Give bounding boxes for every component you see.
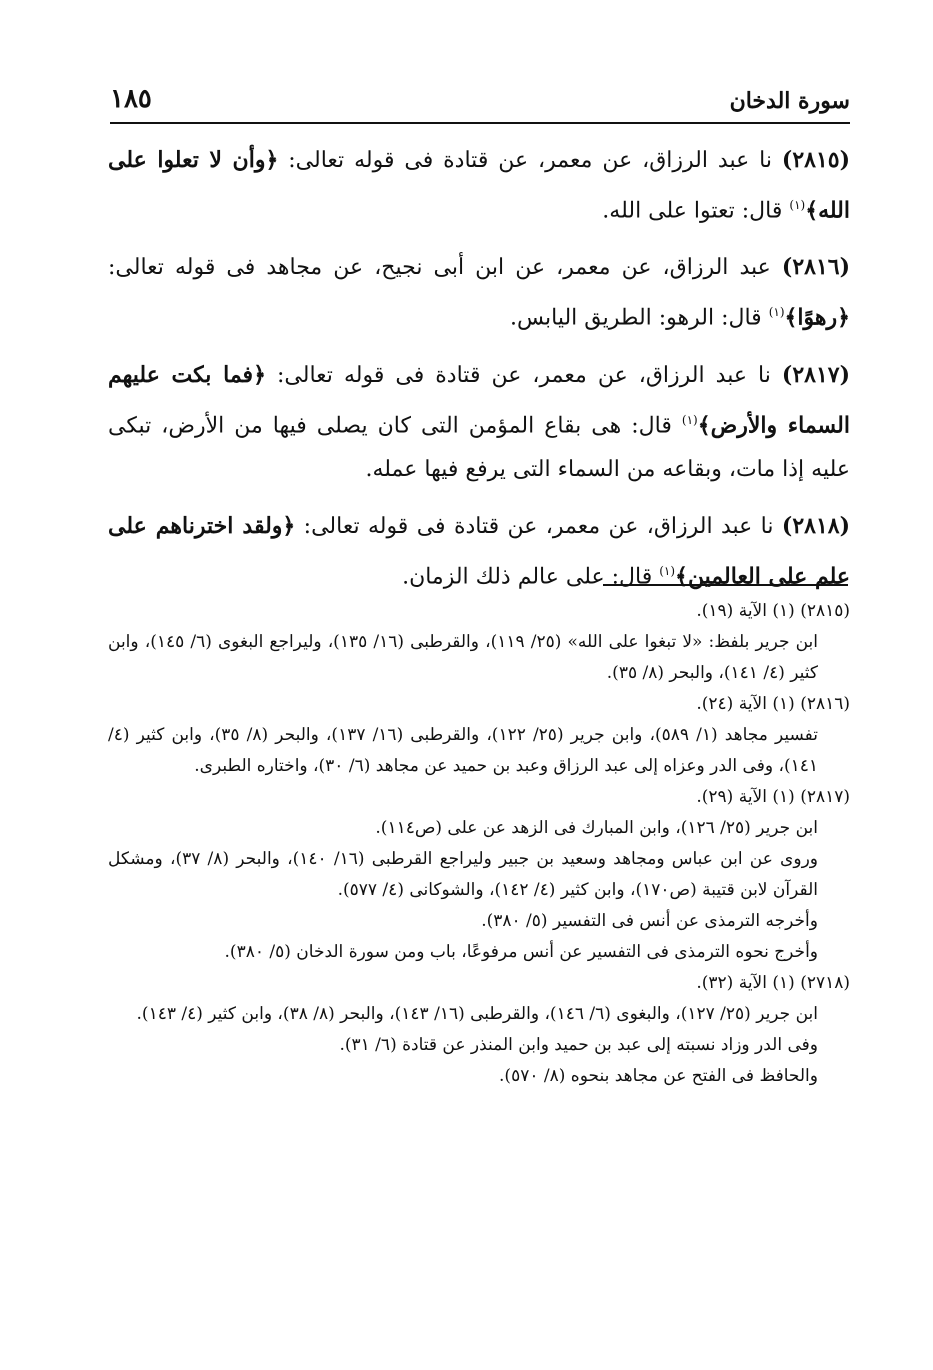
main-text <box>108 138 850 611</box>
footnote-text: ابن جرير (٢٥/ ١٢٧)، والبغوى (٦/ ١٤٦)، والقرطبى (١٦/ ١٤٣)، والبحر (٨/ ٣٨)، وابن كثير (٤/ ١٤٣). <box>136 1004 818 1024</box>
surah-title: سورة الدخان <box>729 88 850 114</box>
quran-verse: ﴿ولقد اخترناهم على علم على العالمين﴾ <box>108 512 850 590</box>
footnote-text: وأخرج نحوه الترمذى فى التفسير عن أنس مرفوعًا، باب ومن سورة الدخان (٥/ ٣٨٠). <box>224 942 818 962</box>
footnote-text: والحافظ فى الفتح عن مجاهد بنحوه (٨/ ٥٧٠). <box>499 1066 818 1086</box>
footnote-text: وفى الدر وزاد نسبته إلى عبد بن حميد وابن المنذر عن قتادة (٦/ ٣١). <box>339 1035 818 1055</box>
footnote-text: ابن جرير (٢٥/ ١٢٦)، وابن المبارك فى الزهد عن على (ص١١٤). <box>375 818 818 838</box>
hadith-paragraph <box>108 353 850 492</box>
footnote-divider <box>603 584 848 586</box>
hadith-text: قال: تعتوا على الله. <box>602 198 790 224</box>
hadith-text: عبد الرزاق، عن معمر، عن ابن أبى نجيح، عن مجاهد فى قوله تعالى: <box>108 255 782 281</box>
hadith-text: قال: الرهو: الطريق اليابس. <box>509 305 769 331</box>
footnote-heading: (٢٨١٧) (١) الآية (٢٩). <box>696 787 850 807</box>
hadith-text: قال: هى بقاع المؤمن التى كان يصلى فيها من الأرض، تبكى عليه إذا مات، وبقاعه من السماء التى يرفع فيها عمله. <box>108 412 850 482</box>
hadith-paragraph <box>108 138 850 233</box>
footnote-marker: (١) <box>659 563 676 578</box>
footnotes <box>108 596 850 1092</box>
footnote-heading: (٢٨١٦) (١) الآية (٢٤). <box>696 694 850 714</box>
footnote-heading: (٢٨١٥) (١) الآية (١٩). <box>696 601 850 621</box>
quran-verse: ﴿رهوًا﴾ <box>784 304 850 331</box>
hadith-number: (٢٨١٥) <box>781 147 850 173</box>
hadith-text: نا عبد الرزاق، عن معمر، عن قتادة فى قوله تعالى: <box>295 513 782 539</box>
footnote-text: وروى عن ابن عباس ومجاهد وسعيد بن جبير وليراجع القرطبى (١٦/ ١٤٠)، والبحر (٨/ ٣٧)، ومشكل القرآن لابن قتيبة (ص١٧٠)، وابن كثير (٤/ ١٤٢)، والشوكانى (٤/ ٥٧٧). <box>108 849 818 900</box>
hadith-text: قال: على عالم ذلك الزمان. <box>402 564 660 590</box>
footnote-heading: (٢٧١٨) (١) الآية (٣٢). <box>696 973 850 993</box>
footnote-marker: (١) <box>789 198 806 212</box>
hadith-number: (٢٨١٨) <box>781 512 850 539</box>
footnote-marker: (١) <box>681 412 698 427</box>
hadith-text: نا عبد الرزاق، عن معمر، عن قتادة فى قوله تعالى: <box>278 148 782 173</box>
page-number: ١٨٥ <box>110 84 152 114</box>
quran-verse: ﴿وأن لا تعلوا على الله﴾ <box>108 147 850 224</box>
page-header <box>110 82 850 124</box>
footnote-text: تفسير مجاهد (١/ ٥٨٩)، وابن جرير (٢٥/ ١٢٢)، والقرطبى (١٦/ ١٣٧)، والبحر (٨/ ٣٥)، وابن كثير (٤/ ١٤١)، وفى الدر وعزاه إلى عبد الرزاق وعبد بن حميد عن مجاهد (٦/ ٣٠)، واختاره الطبرى. <box>108 725 818 776</box>
footnote-marker: (١) <box>768 305 785 320</box>
hadith-number: (٢٨١٧) <box>781 361 850 388</box>
footnote-text: ابن جرير بلفظ: «لا تبغوا على الله» (٢٥/ ١١٩)، والقرطبى (١٦/ ١٣٥)، وليراجع البغوى (٦/ ١٤٥)، وابن كثير (٤/ ١٤١)، والبحر (٨/ ٣٥). <box>108 632 818 683</box>
quran-verse: ﴿فما بكت عليهم السماء والأرض﴾ <box>108 361 850 438</box>
hadith-text: نا عبد الرزاق، عن معمر، عن قتادة فى قوله تعالى: <box>265 362 782 388</box>
hadith-number: (٢٨١٦) <box>781 254 850 281</box>
footnote-text: وأخرجه الترمذى عن أنس فى التفسير (٥/ ٣٨٠). <box>481 911 818 931</box>
hadith-paragraph <box>108 245 850 340</box>
